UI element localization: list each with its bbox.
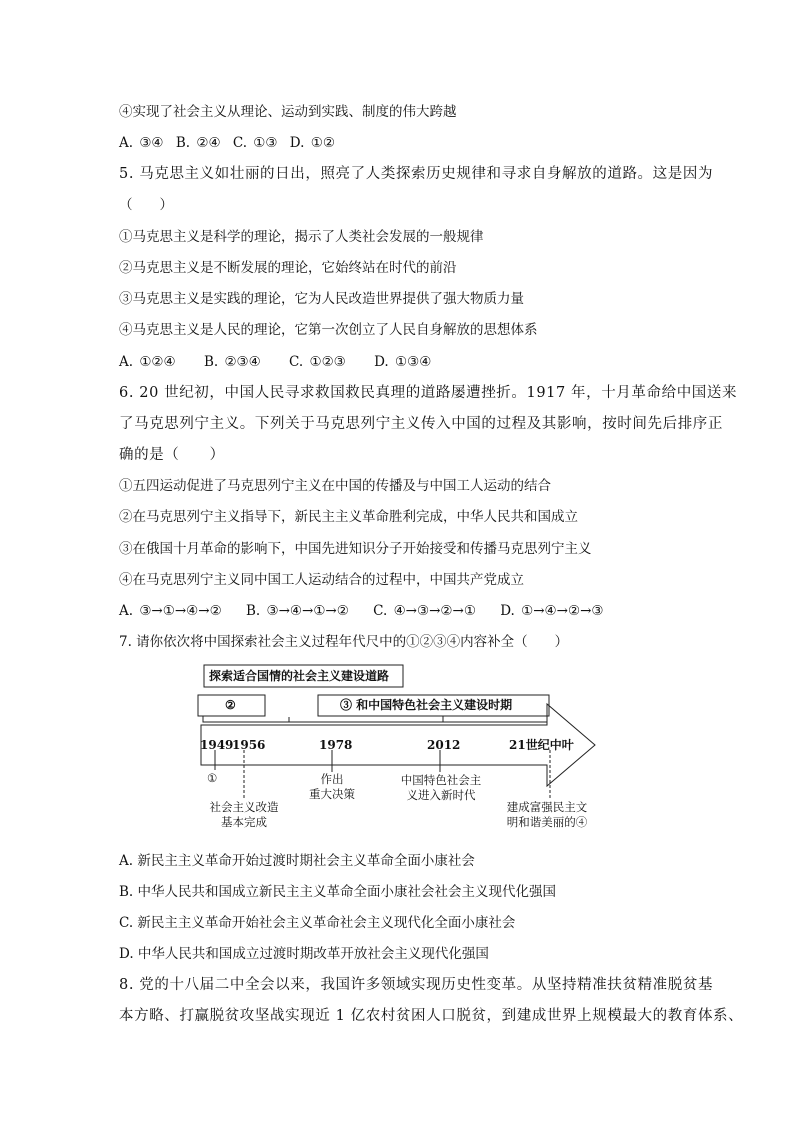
q6-item-1: ①五四运动促进了马克思列宁主义在中国的传播及与中国工人运动的结合: [119, 478, 551, 494]
year-21c: 21世纪中叶: [509, 738, 574, 752]
q7-option-b[interactable]: B. 中华人民共和国成立新民主主义革命全面小康社会社会主义现代化强国: [119, 884, 557, 900]
q5-options: [119, 352, 431, 372]
q5-option-d[interactable]: D. ①③④: [374, 354, 432, 370]
q6-item-2: ②在马克思列宁主义指导下，新民主主义革命胜利完成，中华人民共和国成立: [119, 509, 578, 525]
q6-option-d[interactable]: D. ①→④→②→③: [500, 603, 604, 619]
q5-blank: （ ）: [119, 197, 173, 213]
q7-option-c[interactable]: C. 新民主主义革命开始社会主义革命社会主义现代化全面小康社会: [119, 915, 516, 931]
q4-option-a[interactable]: A. ③④: [119, 135, 164, 151]
marker-1: ①: [207, 771, 218, 785]
note-1956-line-2: 基本完成: [221, 815, 267, 829]
q6-stem-line-3: 确的是（ ）: [119, 447, 225, 463]
year-2012: 2012: [427, 738, 461, 752]
q6-option-a[interactable]: A. ③→①→④→②: [119, 603, 222, 619]
note-end-line-2: 明和谐美丽的④: [506, 815, 588, 829]
note-end-line-1: 建成富强民主文: [506, 800, 588, 814]
q4-option-b[interactable]: B. ②④: [175, 135, 221, 151]
q5-item-1: ①马克思主义是科学的理论，揭示了人类社会发展的一般规律: [119, 229, 484, 245]
q5-option-b[interactable]: B. ②③④: [203, 354, 261, 370]
q5-option-c[interactable]: C. ①②③: [289, 354, 346, 370]
box3-label: ③ 和中国特色社会主义建设时期: [340, 698, 513, 712]
q7-option-a[interactable]: A. 新民主主义革命开始过渡时期社会主义革命全面小康社会: [119, 853, 475, 869]
q5-item-2: ②马克思主义是不断发展的理论，它始终站在时代的前沿: [119, 260, 457, 276]
q6-options: [119, 601, 604, 621]
q5-item-4: ④马克思主义是人民的理论，它第一次创立了人民自身解放的思想体系: [119, 322, 538, 338]
year-1956: 1956: [232, 738, 266, 752]
q4-option-c[interactable]: C. ①③: [232, 135, 278, 151]
q7-stem: 7. 请你依次将中国探索社会主义过程年代尺中的①②③④内容补全（ ）: [119, 634, 569, 650]
year-1978: 1978: [319, 738, 353, 752]
note-1978-line-1: 作出: [320, 772, 344, 786]
year-1949: 1949: [200, 738, 234, 752]
bracket-left: [203, 716, 443, 722]
q8-line-1: 8. 党的十八届二中全会以来，我国许多领域实现历史性变革。从坚持精准扶贫精准脱贫基: [119, 977, 714, 993]
q4-item-4: ④实现了社会主义从理论、运动到实践、制度的伟大跨越: [119, 104, 457, 120]
note-end: [497, 800, 597, 830]
note-2012-line-1: 中国特色社会主: [400, 773, 482, 787]
q5-stem: 5. 马克思主义如壮丽的日出，照亮了人类探索历史规律和寻求自身解放的道路。这是因为: [119, 166, 714, 182]
q4-options: [119, 133, 335, 153]
top-box-label: 探索适合国情的社会主义建设道路: [209, 669, 390, 683]
q6-item-3: ③在俄国十月革命的影响下，中国先进知识分子开始接受和传播马克思列宁主义: [119, 541, 592, 557]
q7-option-d[interactable]: D. 中华人民共和国成立过渡时期改革开放社会主义现代化强国: [119, 946, 489, 962]
q6-option-b[interactable]: B. ③→④→①→②: [245, 603, 349, 619]
note-1978: [300, 772, 364, 802]
note-1956: [203, 800, 285, 830]
bracket-right: [443, 716, 547, 722]
q6-stem-line-1: 6. 20 世纪初，中国人民寻求救国救民真理的道路屡遭挫折。1917 年，十月革命给中国送来: [119, 385, 738, 401]
q6-stem-line-2: 了马克思列宁主义。下列关于马克思列宁主义传入中国的过程及其影响，按时间先后排序正: [119, 416, 723, 432]
note-2012-line-2: 义进入新时代: [406, 788, 476, 802]
q7-timeline-diagram: [195, 660, 605, 840]
q5-option-a[interactable]: A. ①②④: [119, 354, 176, 370]
note-1978-line-2: 重大决策: [309, 787, 355, 801]
box2-label: ②: [225, 698, 236, 712]
q8-line-2: 本方略、打赢脱贫攻坚战实现近 1 亿农村贫困人口脱贫，到建成世界上规模最大的教育体系、: [119, 1008, 744, 1024]
q5-item-3: ③马克思主义是实践的理论，它为人民改造世界提供了强大物质力量: [119, 291, 524, 307]
q6-option-c[interactable]: C. ④→③→②→①: [373, 603, 476, 619]
q6-item-4: ④在马克思列宁主义同中国工人运动结合的过程中，中国共产党成立: [119, 572, 524, 588]
note-2012: [395, 773, 487, 803]
q4-option-d[interactable]: D. ①②: [289, 135, 335, 151]
note-1956-line-1: 社会主义改造: [209, 800, 279, 814]
